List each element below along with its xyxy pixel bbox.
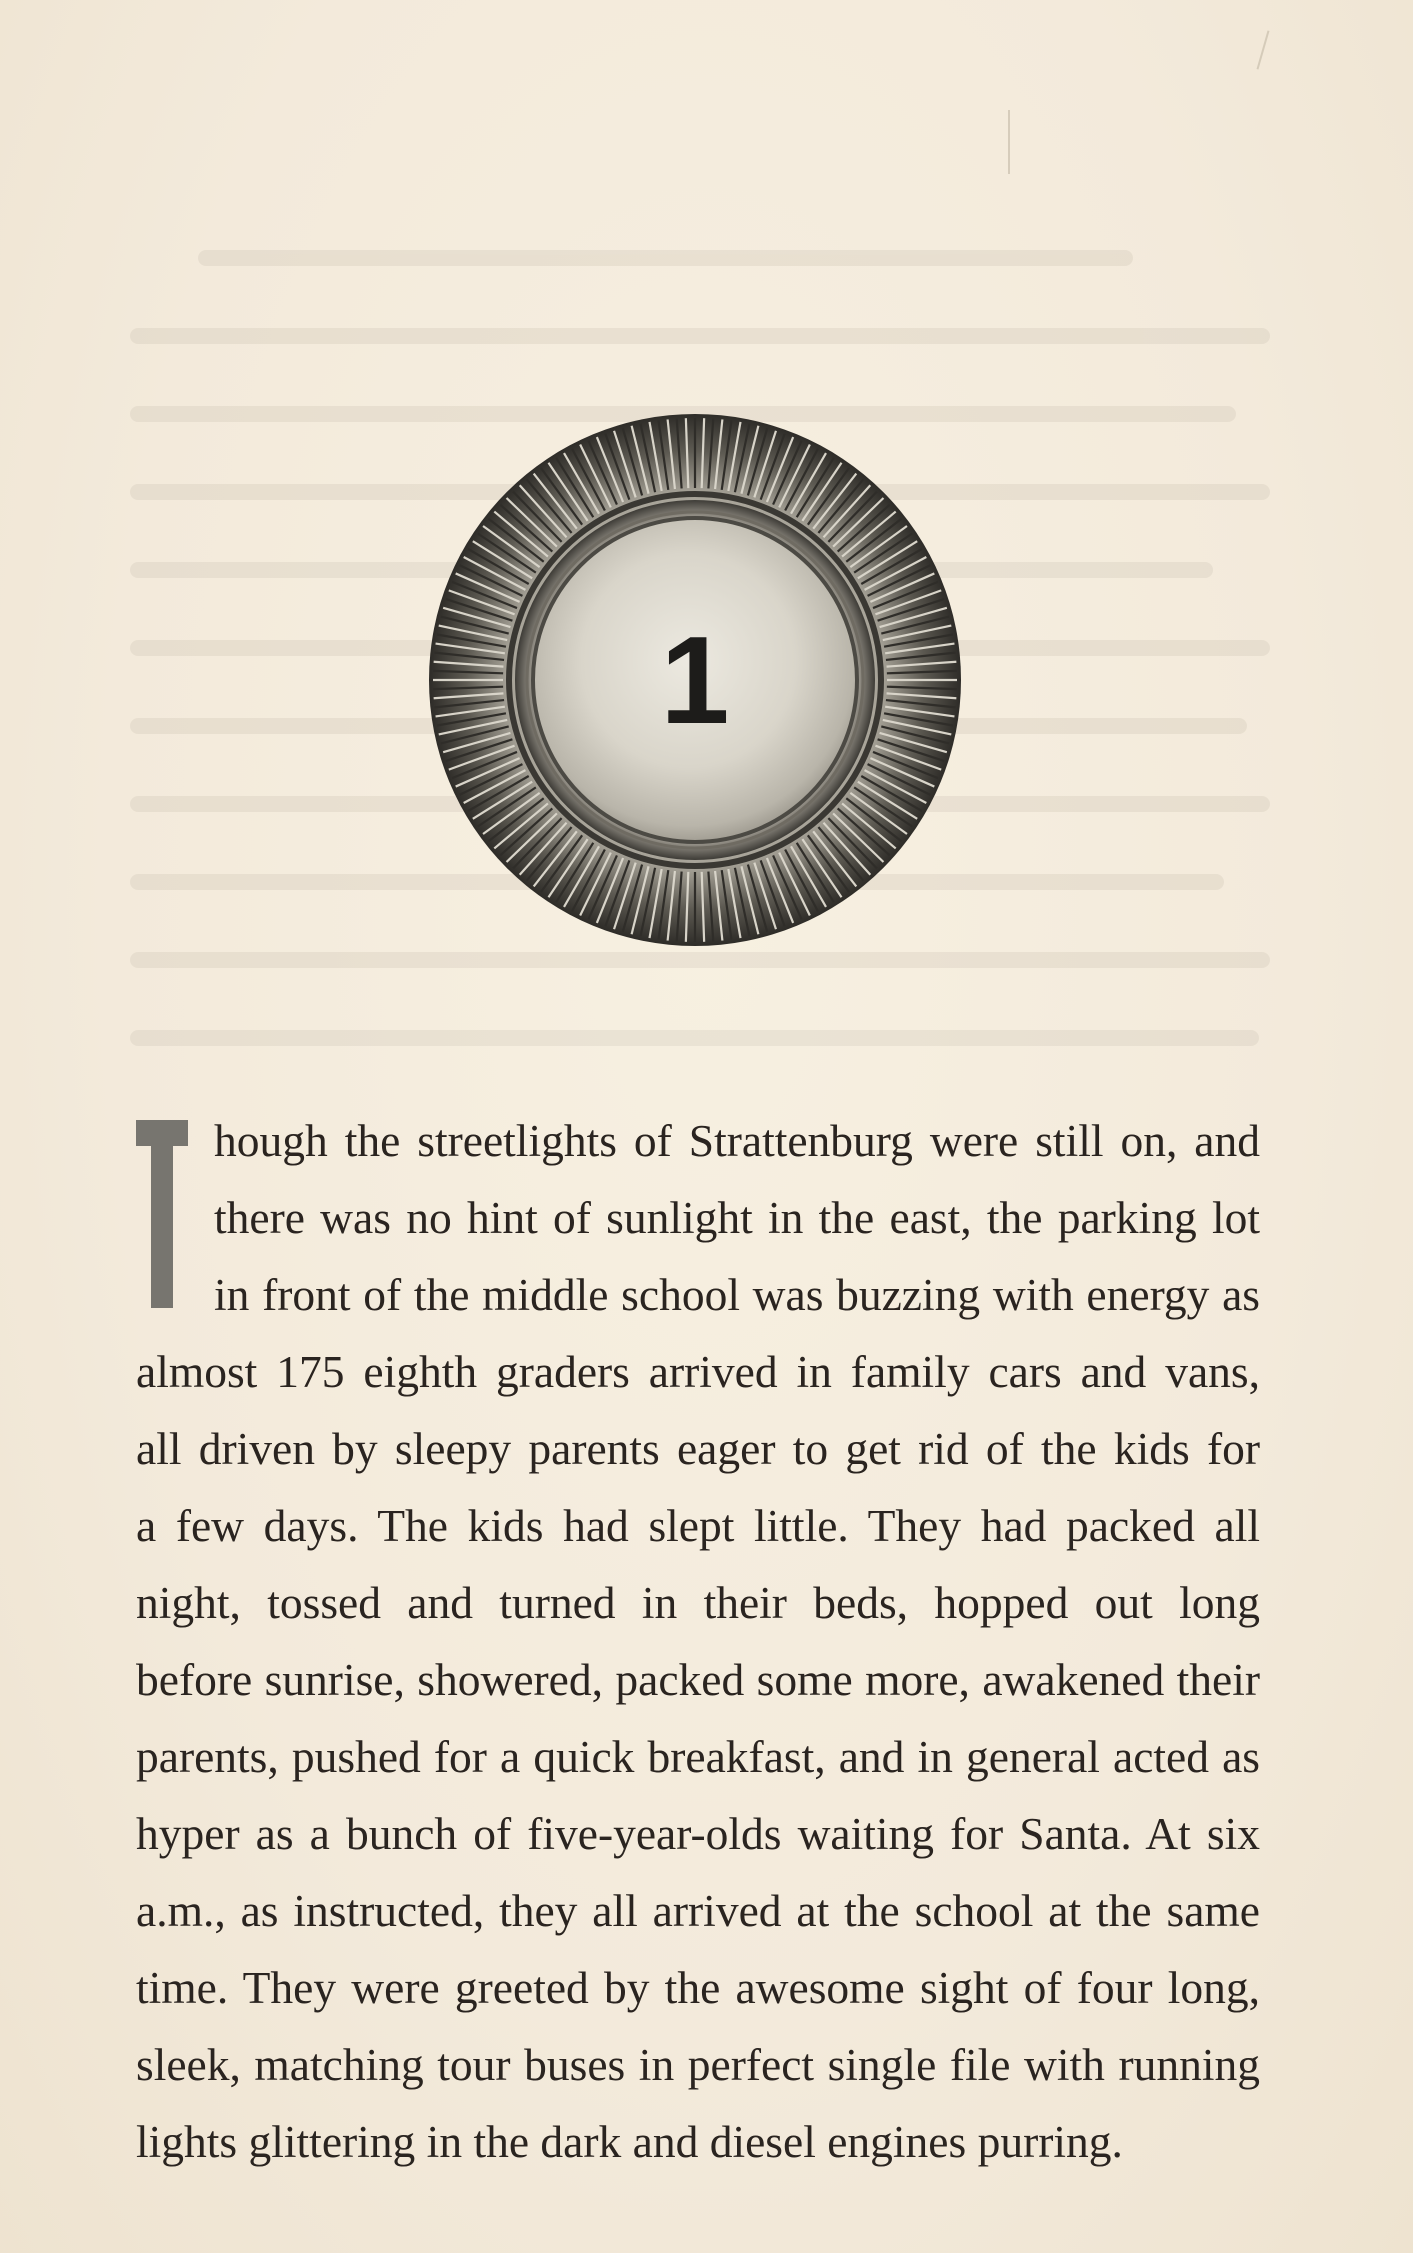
margin-mark — [1257, 30, 1270, 69]
text-line: lights glittering in the dark and diesel engines purring. — [136, 2116, 1123, 2167]
text-line: sleek, matching tour buses in perfect single file with running — [136, 2039, 1260, 2090]
text-line: hyper as a bunch of five-year-olds waiting for Santa. At six — [136, 1808, 1260, 1859]
text-line: a.m., as instructed, they all arrived at the school at the same — [136, 1885, 1260, 1936]
text-line: a few days. The kids had slept little. They had packed all — [136, 1500, 1260, 1551]
text-line: before sunrise, showered, packed some more, awakened their — [136, 1654, 1260, 1705]
text-line: in front of the middle school was buzzing with energy as — [214, 1269, 1260, 1320]
text-line: hough the streetlights of Strattenburg were still on, and — [214, 1115, 1260, 1166]
text-line: there was no hint of sunlight in the east, the parking lot — [214, 1192, 1260, 1243]
chapter-number: 1 — [660, 612, 730, 750]
text-line: almost 175 eighth graders arrived in family cars and vans, — [136, 1346, 1260, 1397]
text-line: night, tossed and turned in their beds, hopped out long — [136, 1577, 1260, 1628]
text-line: time. They were greeted by the awesome sight of four long, — [136, 1962, 1260, 2013]
margin-mark — [1008, 110, 1010, 174]
text-line: all driven by sleepy parents eager to get rid of the kids for — [136, 1423, 1260, 1474]
chapter-medallion — [425, 410, 965, 950]
text-line: parents, pushed for a quick breakfast, and in general acted as — [136, 1731, 1260, 1782]
chapter-paragraph — [136, 1102, 1260, 2180]
